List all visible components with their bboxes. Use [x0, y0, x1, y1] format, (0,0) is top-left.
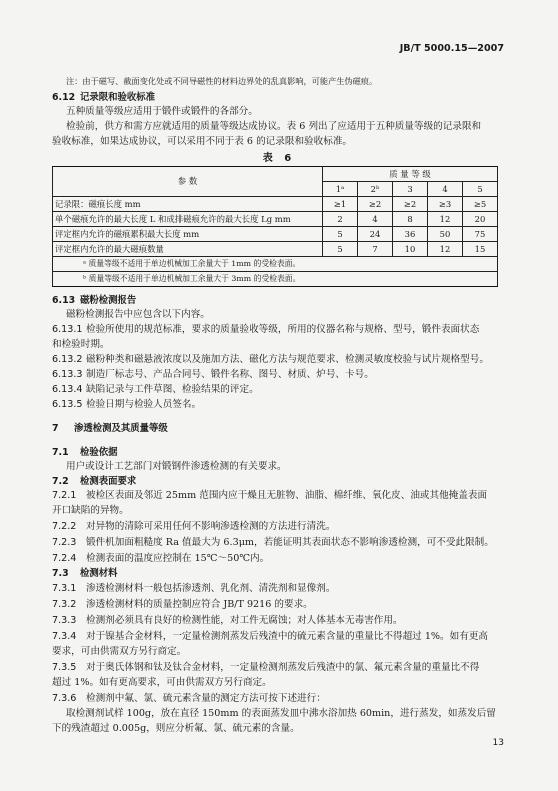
standard-code-header: JB/T 5000.15—2007 [399, 43, 504, 54]
section-6-12-paragraph-2-cont: 验收标准，如果达成协议，可以采用不同于表 6 的记录限和验收标准。 [52, 136, 353, 147]
list-item-cont: 要求，可由供需双方另行商定。 [52, 646, 187, 657]
row-label: 记录限：磁痕长度 mm [53, 197, 323, 212]
row-value: 5 [323, 242, 358, 257]
row-value: 12 [428, 212, 463, 227]
list-item: 7.3.6 检测剂中氟、氯、硫元素含量的测定方法可按下述进行： [52, 693, 326, 704]
list-item-cont: 超过 1%。如有更高要求，可由供需双方另行商定。 [52, 677, 272, 688]
list-item: 6.13.5 检验日期与检验人员签名。 [52, 399, 202, 410]
list-item: 7.3.4 对于镍基合金材料，一定量检测剂蒸发后残渣中的硫元素含量的重量比不得超过 1%。如有更高 [52, 631, 489, 642]
row-value: 5 [323, 227, 358, 242]
list-item: 6.13.1 检验所使用的规范标准，要求的质量验收等级，所用的仪器名称与规格、型号，锻件表面状态 [52, 324, 480, 335]
page-number: 13 [492, 738, 504, 748]
grade-cell: 4 [428, 182, 463, 197]
table-caption: 表 6 [262, 153, 296, 164]
table-row [53, 227, 498, 242]
row-value: 8 [393, 212, 428, 227]
footnote-a: ᵃ 质量等级不适用于单边机械加工余量大于 1mm 的受检表面。 [53, 257, 498, 272]
section-7-2-heading: 7.2 检测表面要求 [52, 476, 137, 487]
section-7-3-6-paragraph: 取检测剂试样 100g，放在直径 150mm 的表面蒸发皿中沸水浴加热 60min，进行蒸发，如蒸发后留 [66, 708, 496, 719]
list-item-cont: 开口缺陷的异物。 [52, 505, 129, 516]
list-item: 7.2.2 对异物的清除可采用任何不影响渗透检测的方法进行清洗。 [52, 521, 336, 532]
row-value: 7 [358, 242, 393, 257]
section-7-1-heading: 7.1 检验依据 [52, 447, 118, 458]
table-footnote-row [53, 257, 498, 272]
list-item: 6.13.2 磁粉种类和磁悬液浓度以及施加方法、磁化方法与规范要求、检测灵敏度校验与试片规格型号。 [52, 354, 489, 365]
row-value: ≥5 [463, 197, 498, 212]
section-7-heading: 7 渗透检测及其质量等级 [52, 423, 168, 434]
section-6-13-paragraph: 磁粉检测报告中应包含以下内容。 [66, 309, 210, 320]
list-item: 7.2.3 锻件机加面粗糙度 Ra 值最大为 6.3μm，若能证明其表面状态不影响渗透检测，可不受此限制。 [52, 537, 494, 548]
list-item: 7.3.1 渗透检测材料一般包括渗透剂、乳化剂、清洗剂和显像剂。 [52, 583, 336, 594]
section-6-12-heading: 6.12 记录限和验收标准 [52, 92, 156, 103]
row-value: 50 [428, 227, 463, 242]
table-6 [52, 166, 498, 287]
row-value: 15 [463, 242, 498, 257]
row-value: 20 [463, 212, 498, 227]
note-text: 注：由于磁写、截面变化处或不同导磁性的材料边界处的乱真影响，可能产生伪磁痕。 [66, 76, 378, 86]
list-item: 7.3.2 渗透检测材料的质量控制应符合 JB/T 9216 的要求。 [52, 599, 313, 610]
list-item: 7.2.4 检测表面的温度应控制在 15℃～50℃内。 [52, 553, 270, 564]
list-item-cont: 和检验时期。 [52, 339, 110, 350]
row-value: ≥2 [358, 197, 393, 212]
row-value: 75 [463, 227, 498, 242]
list-item: 7.3.3 检测剂必须具有良好的检测性能，对工件无腐蚀；对人体基本无毒害作用。 [52, 615, 403, 626]
section-7-3-6-paragraph-cont: 下的残渣超过 0.005g，则应分析氟、氯、硫元素的含量。 [52, 723, 300, 734]
row-value: 10 [393, 242, 428, 257]
table-header-row [53, 167, 498, 182]
row-value: 24 [358, 227, 393, 242]
section-6-12-paragraph-1: 五种质量等级应适用于锻件或锻件的各部分。 [66, 106, 258, 117]
grade-header-cell: 质 量 等 级 [323, 167, 498, 182]
table-row [53, 212, 498, 227]
table-row [53, 242, 498, 257]
footnote-b: ᵇ 质量等级不适用于单边机械加工余量大于 3mm 的受检表面。 [53, 272, 498, 287]
list-item: 7.3.5 对于奥氏体钢和钛及钛合金材料，一定量检测剂蒸发后残渣中的氯、氟元素含量的重量比不得 [52, 662, 480, 673]
section-7-3-heading: 7.3 检测材料 [52, 568, 118, 579]
grade-cell: 1ᵃ [323, 182, 358, 197]
row-value: 12 [428, 242, 463, 257]
section-6-12-paragraph-2: 检验前，供方和需方应就适用的质量等级达成协议。表 6 列出了应适用于五种质量等级的记录限和 [66, 121, 482, 132]
row-value: ≥1 [323, 197, 358, 212]
row-label: 评定框内允许的磁痕累积最大长度 mm [53, 227, 323, 242]
row-label: 评定框内允许的最大磁痕数量 [53, 242, 323, 257]
list-item: 7.2.1 被检区表面及邻近 25mm 范围内应干燥且无脏物、油脂、棉纤维、氧化皮、油或其他掩盖表面 [52, 490, 488, 501]
grade-cell: 3 [393, 182, 428, 197]
section-7-1-paragraph: 用户或设计工艺部门对锻钢件渗透检测的有关要求。 [66, 461, 287, 472]
table-footnote-row [53, 272, 498, 287]
list-item: 6.13.4 缺陷记录与工件草图、检验结果的评定。 [52, 384, 259, 395]
row-value: ≥3 [428, 197, 463, 212]
row-value: ≥2 [393, 197, 428, 212]
row-value: 36 [393, 227, 428, 242]
grade-cell: 5 [463, 182, 498, 197]
grade-cell: 2ᵇ [358, 182, 393, 197]
row-value: 4 [358, 212, 393, 227]
param-header-cell: 参 数 [53, 167, 323, 197]
row-value: 2 [323, 212, 358, 227]
table-row [53, 197, 498, 212]
section-6-13-heading: 6.13 磁粉检测报告 [52, 295, 137, 306]
row-label: 单个磁痕允许的最大长度 L 和成排磁痕允许的最大长度 Lg mm [53, 212, 323, 227]
list-item: 6.13.3 制造厂标志号、产品合同号、锻件名称、图号、材质、炉号、卡号。 [52, 369, 374, 380]
